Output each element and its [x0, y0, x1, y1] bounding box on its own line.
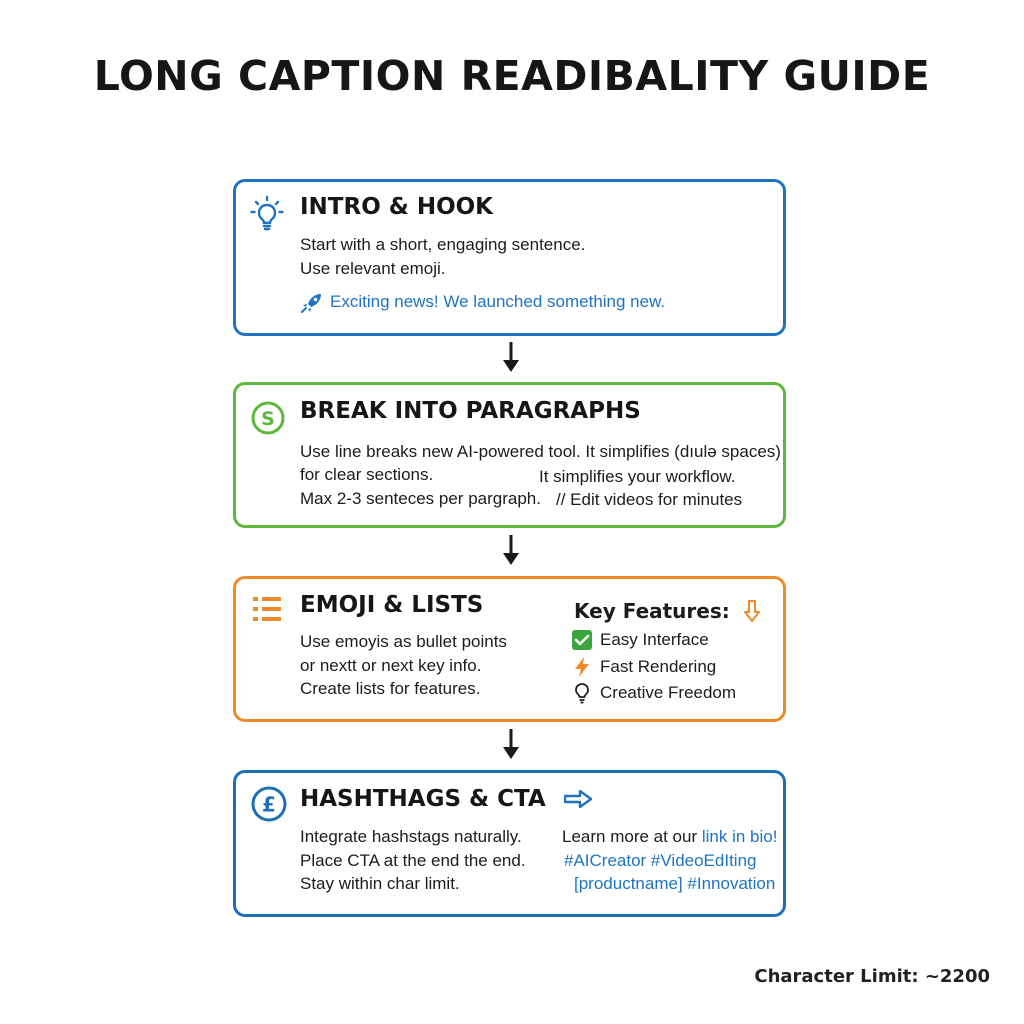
paragraphs-card — [233, 382, 786, 528]
arrow-down-icon — [743, 600, 761, 622]
lightbulb-icon — [250, 196, 284, 232]
intro-heading: INTRO & HOOK — [300, 194, 494, 220]
emoji-line-1: Use emoyis as bullet points — [300, 632, 507, 651]
svg-text:S: S — [261, 408, 275, 430]
rocket-icon — [300, 292, 324, 314]
svg-text:£: £ — [262, 792, 276, 817]
lightning-icon — [572, 656, 592, 678]
feature-item: Creative Freedom — [572, 682, 736, 704]
page-title: LONG CAPTION READIBALITY GUIDE — [93, 52, 931, 100]
emoji-line-3: Create lists for features. — [300, 679, 481, 698]
paragraphs-example-1: It simplifies your workflow. — [539, 467, 736, 486]
cta-line: Learn more at our link in bio! — [562, 827, 778, 846]
emoji-lists-card — [233, 576, 786, 722]
paragraphs-line-2: for clear sections. — [300, 465, 434, 484]
hashtags-line-2: Place CTA at the end the end. — [300, 851, 526, 870]
hashtags-line-3: Stay within char limit. — [300, 874, 460, 893]
pound-circle-icon — [251, 786, 287, 822]
hashtags-cta-card — [233, 770, 786, 917]
paragraphs-line-1: Use line breaks new AI-powered tool. It simplifies (dıulə spaces) — [300, 442, 781, 461]
hashtags-line-1: Integrate hashstags naturally. — [300, 827, 522, 846]
down-arrow-1 — [500, 342, 522, 374]
intro-line-2: Use relevant emoji. — [300, 259, 446, 278]
check-icon — [572, 630, 592, 650]
feature-item: Fast Rendering — [572, 656, 716, 678]
list-icon — [252, 595, 282, 623]
emoji-line-2: or nextt or next key info. — [300, 656, 482, 675]
paragraphs-example-2: // Edit videos for minutes — [556, 490, 743, 509]
hashtags-tags-2: [productname] #Innovation — [574, 874, 776, 893]
down-arrow-2 — [500, 535, 522, 567]
paragraphs-heading: BREAK INTO PARAGRAPHS — [300, 398, 641, 424]
paragraphs-line-3: Max 2-3 senteces per pargraph. — [300, 489, 541, 508]
hashtags-tags-1: #AICreator #VideoEdIting — [564, 851, 757, 870]
down-arrow-3 — [500, 729, 522, 761]
feature-item: Easy Interface — [572, 630, 709, 650]
intro-example: Exciting news! We launched something new. — [330, 292, 666, 311]
emoji-heading: EMOJI & LISTS — [300, 592, 484, 618]
intro-hook-card — [233, 179, 786, 336]
intro-line-1: Start with a short, engaging sentence. — [300, 235, 586, 254]
arrow-right-icon — [564, 790, 592, 808]
dollar-circle-icon — [251, 401, 285, 435]
link-in-bio[interactable]: link in bio! — [701, 827, 778, 846]
lightbulb-icon — [572, 682, 592, 704]
character-limit-note: Character Limit: ~2200 — [754, 966, 990, 987]
hashtags-heading: HASHTHAGS & CTA — [300, 786, 592, 812]
key-features-title: Key Features: — [574, 599, 761, 623]
